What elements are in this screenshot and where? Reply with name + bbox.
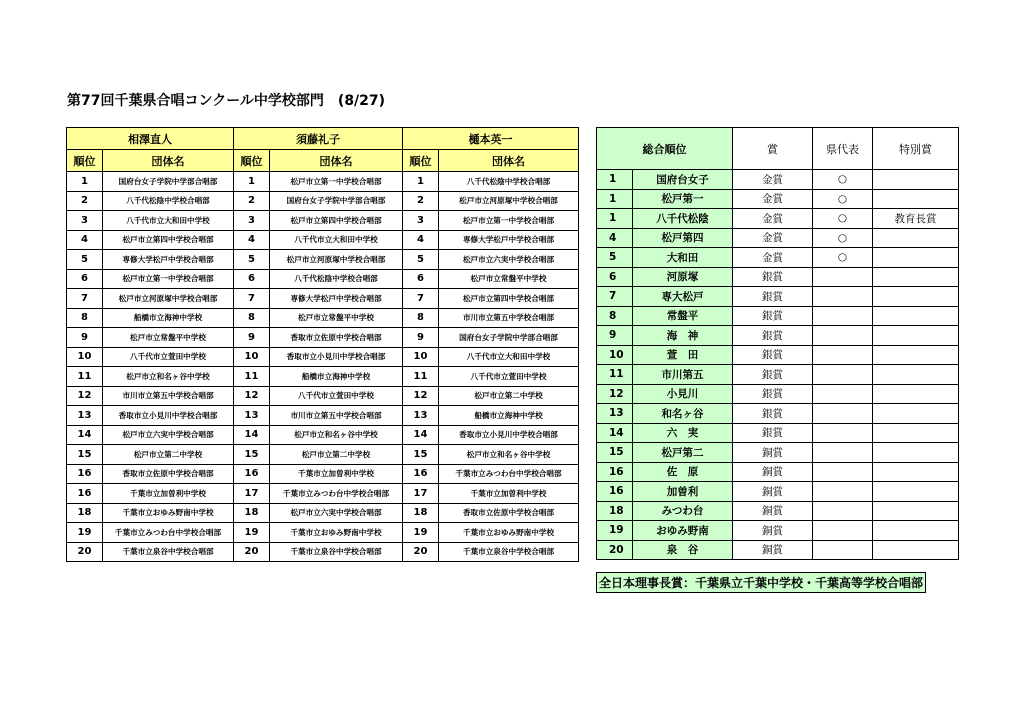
rank-cell: 3 [67, 211, 103, 231]
representative-cell [813, 287, 873, 307]
group-name-cell: 千葉市立加曽利中学校 [103, 484, 234, 504]
rank-cell: 18 [67, 503, 103, 523]
group-name-cell: 香取市立佐原中学校合唱部 [103, 464, 234, 484]
special-award-cell [873, 482, 959, 502]
group-name-cell: 八千代市立萱田中学校 [439, 367, 579, 387]
overall-rank-cell: 1 [597, 189, 633, 209]
rank-cell: 1 [234, 172, 270, 192]
representative-cell [813, 443, 873, 463]
award-cell: 銀賞 [733, 345, 813, 365]
award-cell: 銅賞 [733, 482, 813, 502]
representative-cell [813, 540, 873, 560]
table-row [597, 345, 959, 365]
group-name-cell: 松戸市立第四中学校合唱部 [103, 230, 234, 250]
rank-cell: 19 [403, 523, 439, 543]
judge-name: 樋本英一 [403, 128, 579, 150]
award-cell: 銀賞 [733, 267, 813, 287]
representative-cell [813, 306, 873, 326]
group-name-cell: 松戸市立第一中学校合唱部 [439, 211, 579, 231]
rank-cell: 7 [234, 289, 270, 309]
representative-cell [813, 521, 873, 541]
overall-rank-cell: 5 [597, 248, 633, 268]
short-name-cell: 海 神 [633, 326, 733, 346]
representative-cell: ○ [813, 228, 873, 248]
overall-rank-cell: 19 [597, 521, 633, 541]
rank-cell: 14 [403, 425, 439, 445]
overall-rank-cell: 20 [597, 540, 633, 560]
group-name-cell: 八千代市立萱田中学校 [103, 347, 234, 367]
short-name-cell: 国府台女子 [633, 170, 733, 190]
representative-cell: ○ [813, 170, 873, 190]
short-name-cell: 小見川 [633, 384, 733, 404]
special-award-cell [873, 384, 959, 404]
special-award-note: 全日本理事長賞：千葉県立千葉中学校・千葉高等学校合唱部 [596, 572, 926, 593]
special-award-cell [873, 248, 959, 268]
group-name-cell: 松戸市立第二中学校 [439, 386, 579, 406]
rank-header: 順位 [403, 150, 439, 172]
group-name-cell: 千葉市立加曽利中学校 [270, 464, 403, 484]
overall-rank-header: 総合順位 [597, 128, 733, 170]
award-cell: 銅賞 [733, 521, 813, 541]
overall-rank-cell: 10 [597, 345, 633, 365]
special-award-header: 特別賞 [873, 128, 959, 170]
short-name-cell: 松戸第一 [633, 189, 733, 209]
rank-cell: 6 [67, 269, 103, 289]
rank-cell: 20 [67, 542, 103, 562]
award-cell: 銅賞 [733, 540, 813, 560]
group-name-cell: 八千代松陰中学校合唱部 [103, 191, 234, 211]
special-award-cell [873, 326, 959, 346]
special-award-cell [873, 540, 959, 560]
short-name-cell: 佐 原 [633, 462, 733, 482]
representative-cell [813, 482, 873, 502]
rank-cell: 1 [67, 172, 103, 192]
rank-cell: 8 [67, 308, 103, 328]
rank-cell: 5 [403, 250, 439, 270]
group-name-cell: 千葉市立泉谷中学校合唱部 [439, 542, 579, 562]
table-row [597, 462, 959, 482]
short-name-cell: みつわ台 [633, 501, 733, 521]
group-name-cell: 松戸市立第二中学校 [103, 445, 234, 465]
rank-cell: 16 [67, 464, 103, 484]
group-header: 団体名 [439, 150, 579, 172]
table-row [67, 523, 579, 543]
rank-cell: 17 [403, 484, 439, 504]
judge-rankings-table [66, 127, 579, 562]
group-name-cell: 千葉市立おゆみ野南中学校 [103, 503, 234, 523]
group-name-cell: 専修大学松戸中学校合唱部 [439, 230, 579, 250]
overall-rank-cell: 16 [597, 462, 633, 482]
rank-cell: 19 [234, 523, 270, 543]
table-row [67, 308, 579, 328]
rank-cell: 14 [67, 425, 103, 445]
table-row [597, 189, 959, 209]
rank-cell: 3 [234, 211, 270, 231]
special-award-cell [873, 423, 959, 443]
short-name-cell: 六 実 [633, 423, 733, 443]
group-header: 団体名 [270, 150, 403, 172]
group-name-cell: 松戸市立第四中学校合唱部 [270, 211, 403, 231]
table-row [67, 386, 579, 406]
award-cell: 金賞 [733, 209, 813, 229]
overall-rank-cell: 7 [597, 287, 633, 307]
rank-cell: 20 [403, 542, 439, 562]
special-award-cell [873, 501, 959, 521]
short-name-cell: 萱 田 [633, 345, 733, 365]
rank-cell: 9 [403, 328, 439, 348]
representative-cell [813, 404, 873, 424]
rank-cell: 5 [234, 250, 270, 270]
award-cell: 金賞 [733, 170, 813, 190]
table-row [597, 326, 959, 346]
table-row [67, 230, 579, 250]
special-award-cell [873, 267, 959, 287]
group-name-cell: 千葉市立みつわ台中学校合唱部 [103, 523, 234, 543]
group-name-cell: 松戸市立第一中学校合唱部 [270, 172, 403, 192]
rank-cell: 18 [403, 503, 439, 523]
group-name-cell: 市川市立第五中学校合唱部 [439, 308, 579, 328]
group-name-cell: 松戸市立第四中学校合唱部 [439, 289, 579, 309]
rank-cell: 2 [234, 191, 270, 211]
special-award-cell [873, 404, 959, 424]
representative-cell: ○ [813, 209, 873, 229]
rank-cell: 3 [403, 211, 439, 231]
rank-cell: 8 [234, 308, 270, 328]
overall-rank-cell: 12 [597, 384, 633, 404]
group-name-cell: 千葉市立おゆみ野南中学校 [270, 523, 403, 543]
rank-cell: 2 [67, 191, 103, 211]
award-header: 賞 [733, 128, 813, 170]
special-award-cell [873, 345, 959, 365]
special-award-cell [873, 365, 959, 385]
overall-rank-cell: 1 [597, 209, 633, 229]
rank-cell: 4 [234, 230, 270, 250]
rank-cell: 4 [67, 230, 103, 250]
special-award-cell [873, 443, 959, 463]
rank-cell: 16 [67, 484, 103, 504]
table-row [67, 464, 579, 484]
group-name-cell: 松戸市立第一中学校合唱部 [103, 269, 234, 289]
table-row [67, 269, 579, 289]
table-row [67, 191, 579, 211]
overall-rank-cell: 15 [597, 443, 633, 463]
rank-cell: 6 [403, 269, 439, 289]
table-row [597, 306, 959, 326]
group-name-cell: 松戸市立常盤平中学校 [439, 269, 579, 289]
group-name-cell: 千葉市立泉谷中学校合唱部 [270, 542, 403, 562]
group-name-cell: 船橋市立海神中学校 [103, 308, 234, 328]
group-name-cell: 松戸市立和名ヶ谷中学校 [270, 425, 403, 445]
group-name-cell: 千葉市立加曽利中学校 [439, 484, 579, 504]
rank-cell: 12 [403, 386, 439, 406]
rank-cell: 11 [67, 367, 103, 387]
table-row [67, 406, 579, 426]
group-name-cell: 松戸市立六実中学校合唱部 [439, 250, 579, 270]
group-name-cell: 市川市立第五中学校合唱部 [270, 406, 403, 426]
rank-cell: 10 [403, 347, 439, 367]
rank-cell: 17 [234, 484, 270, 504]
group-name-cell: 千葉市立みつわ台中学校合唱部 [270, 484, 403, 504]
table-row [597, 540, 959, 560]
judge-rankings-body [67, 172, 579, 562]
table-row [597, 209, 959, 229]
group-name-cell: 松戸市立和名ヶ谷中学校 [103, 367, 234, 387]
representative-cell [813, 365, 873, 385]
representative-cell [813, 345, 873, 365]
rank-cell: 18 [234, 503, 270, 523]
representative-cell [813, 501, 873, 521]
table-row [67, 211, 579, 231]
rank-cell: 5 [67, 250, 103, 270]
rank-header: 順位 [234, 150, 270, 172]
group-name-cell: 八千代松陰中学校合唱部 [270, 269, 403, 289]
short-name-cell: 八千代松陰 [633, 209, 733, 229]
representative-cell [813, 462, 873, 482]
group-name-cell: 八千代松陰中学校合唱部 [439, 172, 579, 192]
short-name-cell: 専大松戸 [633, 287, 733, 307]
representative-header: 県代表 [813, 128, 873, 170]
rank-cell: 9 [67, 328, 103, 348]
rank-header: 順位 [67, 150, 103, 172]
page-title: 第77回千葉県合唱コンクール中学校部門 (8/27) [67, 93, 386, 109]
rank-cell: 16 [403, 464, 439, 484]
special-award-cell [873, 521, 959, 541]
group-name-cell: 松戸市立六実中学校合唱部 [270, 503, 403, 523]
short-name-cell: 市川第五 [633, 365, 733, 385]
special-award-cell: 教育長賞 [873, 209, 959, 229]
overall-rank-cell: 13 [597, 404, 633, 424]
rank-cell: 13 [234, 406, 270, 426]
award-cell: 銅賞 [733, 462, 813, 482]
table-row [67, 250, 579, 270]
overall-results-body [597, 170, 959, 560]
overall-rank-cell: 18 [597, 501, 633, 521]
table-row [67, 289, 579, 309]
special-award-cell [873, 228, 959, 248]
rank-cell: 15 [234, 445, 270, 465]
representative-cell: ○ [813, 248, 873, 268]
award-cell: 金賞 [733, 228, 813, 248]
table-row [597, 228, 959, 248]
award-cell: 銀賞 [733, 306, 813, 326]
rank-cell: 19 [67, 523, 103, 543]
short-name-cell: 泉 谷 [633, 540, 733, 560]
group-name-cell: 松戸市立第二中学校 [270, 445, 403, 465]
group-name-cell: 香取市立佐原中学校合唱部 [439, 503, 579, 523]
rank-cell: 12 [67, 386, 103, 406]
group-name-cell: 八千代市立大和田中学校 [439, 347, 579, 367]
table-row [597, 170, 959, 190]
overall-rank-cell: 14 [597, 423, 633, 443]
table-row [597, 267, 959, 287]
rank-cell: 7 [403, 289, 439, 309]
group-name-cell: 香取市立小見川中学校合唱部 [103, 406, 234, 426]
table-row [597, 365, 959, 385]
group-name-cell: 松戸市立六実中学校合唱部 [103, 425, 234, 445]
group-header: 団体名 [103, 150, 234, 172]
group-name-cell: 国府台女子学院中学部合唱部 [439, 328, 579, 348]
rank-cell: 11 [403, 367, 439, 387]
award-cell: 銀賞 [733, 326, 813, 346]
award-cell: 銀賞 [733, 423, 813, 443]
short-name-cell: 大和田 [633, 248, 733, 268]
rank-cell: 13 [403, 406, 439, 426]
table-row [67, 484, 579, 504]
rank-cell: 1 [403, 172, 439, 192]
special-award-cell [873, 306, 959, 326]
representative-cell [813, 423, 873, 443]
judge-name: 須藤礼子 [234, 128, 403, 150]
rank-cell: 20 [234, 542, 270, 562]
overall-rank-cell: 9 [597, 326, 633, 346]
overall-rank-cell: 11 [597, 365, 633, 385]
table-row [67, 367, 579, 387]
short-name-cell: 松戸第四 [633, 228, 733, 248]
overall-rank-cell: 8 [597, 306, 633, 326]
overall-rank-cell: 16 [597, 482, 633, 502]
overall-results-table [596, 127, 959, 560]
group-name-cell: 専修大学松戸中学校合唱部 [103, 250, 234, 270]
group-name-cell: 松戸市立常盤平中学校 [103, 328, 234, 348]
table-row [597, 384, 959, 404]
group-name-cell: 八千代市立大和田中学校 [103, 211, 234, 231]
short-name-cell: 和名ヶ谷 [633, 404, 733, 424]
rank-cell: 4 [403, 230, 439, 250]
table-row [67, 347, 579, 367]
rank-cell: 15 [403, 445, 439, 465]
group-name-cell: 千葉市立おゆみ野南中学校 [439, 523, 579, 543]
group-name-cell: 千葉市立泉谷中学校合唱部 [103, 542, 234, 562]
group-name-cell: 八千代市立萱田中学校 [270, 386, 403, 406]
rank-cell: 10 [234, 347, 270, 367]
table-row [597, 287, 959, 307]
group-name-cell: 松戸市立和名ヶ谷中学校 [439, 445, 579, 465]
special-award-cell [873, 189, 959, 209]
overall-rank-cell: 4 [597, 228, 633, 248]
table-row [67, 425, 579, 445]
table-row [67, 445, 579, 465]
rank-cell: 13 [67, 406, 103, 426]
table-row [597, 443, 959, 463]
award-cell: 銀賞 [733, 404, 813, 424]
representative-cell [813, 267, 873, 287]
short-name-cell: 河原塚 [633, 267, 733, 287]
table-row [597, 482, 959, 502]
award-cell: 銀賞 [733, 384, 813, 404]
group-name-cell: 国府台女子学院中学部合唱部 [270, 191, 403, 211]
group-name-cell: 市川市立第五中学校合唱部 [103, 386, 234, 406]
rank-cell: 7 [67, 289, 103, 309]
table-row [597, 501, 959, 521]
table-row [597, 248, 959, 268]
short-name-cell: 加曽利 [633, 482, 733, 502]
group-name-cell: 八千代市立大和田中学校 [270, 230, 403, 250]
group-name-cell: 松戸市立河原塚中学校合唱部 [270, 250, 403, 270]
representative-cell [813, 326, 873, 346]
judge-name: 相澤直人 [67, 128, 234, 150]
group-name-cell: 千葉市立みつわ台中学校合唱部 [439, 464, 579, 484]
award-cell: 銅賞 [733, 501, 813, 521]
short-name-cell: おゆみ野南 [633, 521, 733, 541]
special-award-cell [873, 170, 959, 190]
award-cell: 銀賞 [733, 365, 813, 385]
rank-cell: 9 [234, 328, 270, 348]
group-name-cell: 香取市立小見川中学校合唱部 [270, 347, 403, 367]
group-name-cell: 香取市立小見川中学校合唱部 [439, 425, 579, 445]
table-row [597, 423, 959, 443]
group-name-cell: 国府台女子学院中学部合唱部 [103, 172, 234, 192]
representative-cell: ○ [813, 189, 873, 209]
rank-cell: 8 [403, 308, 439, 328]
award-cell: 金賞 [733, 248, 813, 268]
representative-cell [813, 384, 873, 404]
special-award-cell [873, 462, 959, 482]
group-name-cell: 松戸市立河原塚中学校合唱部 [439, 191, 579, 211]
table-row [67, 503, 579, 523]
short-name-cell: 常盤平 [633, 306, 733, 326]
overall-rank-cell: 1 [597, 170, 633, 190]
group-name-cell: 船橋市立海神中学校 [439, 406, 579, 426]
table-row [597, 404, 959, 424]
special-award-cell [873, 287, 959, 307]
rank-cell: 10 [67, 347, 103, 367]
award-cell: 銅賞 [733, 443, 813, 463]
rank-cell: 14 [234, 425, 270, 445]
group-name-cell: 専修大学松戸中学校合唱部 [270, 289, 403, 309]
table-row [67, 172, 579, 192]
group-name-cell: 船橋市立海神中学校 [270, 367, 403, 387]
short-name-cell: 松戸第二 [633, 443, 733, 463]
rank-cell: 15 [67, 445, 103, 465]
rank-cell: 16 [234, 464, 270, 484]
group-name-cell: 松戸市立河原塚中学校合唱部 [103, 289, 234, 309]
rank-cell: 6 [234, 269, 270, 289]
group-name-cell: 松戸市立常盤平中学校 [270, 308, 403, 328]
award-cell: 銀賞 [733, 287, 813, 307]
award-cell: 金賞 [733, 189, 813, 209]
rank-cell: 11 [234, 367, 270, 387]
table-row [67, 542, 579, 562]
group-name-cell: 香取市立佐原中学校合唱部 [270, 328, 403, 348]
table-row [597, 521, 959, 541]
overall-rank-cell: 6 [597, 267, 633, 287]
table-row [67, 328, 579, 348]
rank-cell: 12 [234, 386, 270, 406]
rank-cell: 2 [403, 191, 439, 211]
